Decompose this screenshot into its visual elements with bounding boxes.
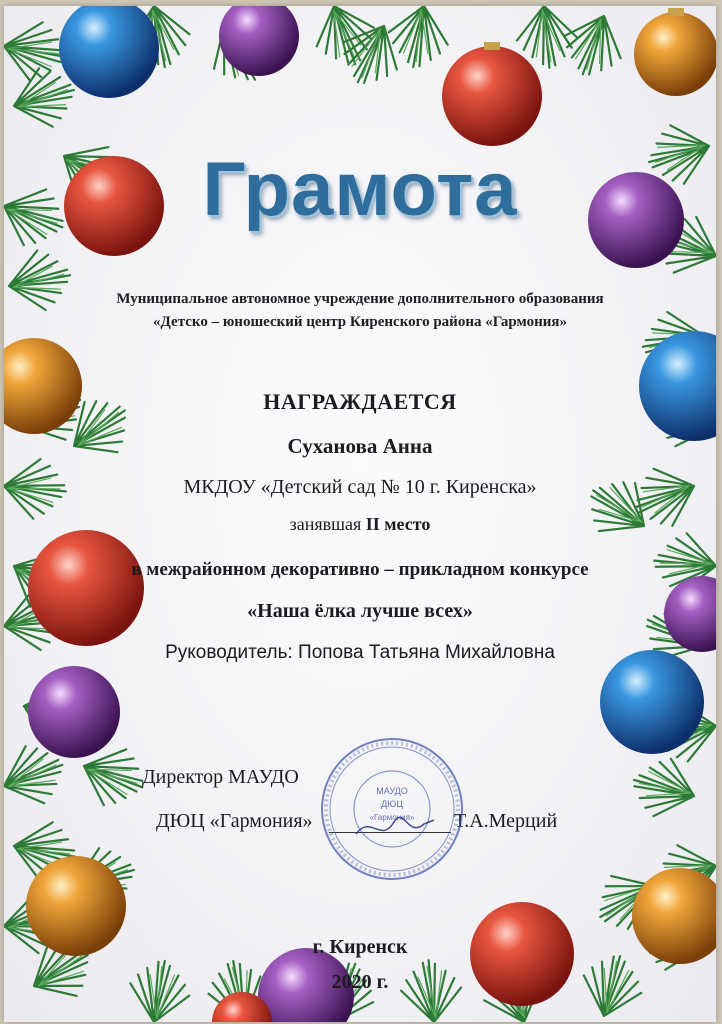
recipient-school: МКДОУ «Детский сад № 10 г. Киренска» bbox=[183, 476, 537, 498]
place-prefix: занявшая bbox=[289, 514, 362, 534]
stamp-text: ДЮЦ bbox=[381, 799, 403, 809]
city: г. Киренск bbox=[312, 936, 408, 958]
director-org: ДЮЦ «Гармония» bbox=[156, 810, 313, 832]
contest-name: «Наша ёлка лучше всех» bbox=[247, 600, 473, 622]
director-name: Т.А.Мерций bbox=[454, 810, 558, 832]
organization-line-1: Муниципальное автономное учреждение дополнительного образования bbox=[116, 291, 604, 307]
contest-line: в межрайонном декоративно – прикладном конкурсе bbox=[131, 559, 589, 580]
recipient-name: Суханова Анна bbox=[287, 434, 433, 458]
organization-line-2: «Детско – юношеский центр Киренского района «Гармония» bbox=[153, 314, 567, 330]
certificate-sheet bbox=[4, 6, 716, 1022]
certificate-content bbox=[4, 6, 716, 1022]
place-value: II место bbox=[365, 514, 431, 534]
awarded-heading: НАГРАЖДАЕТСЯ bbox=[263, 389, 457, 414]
year: 2020 г. bbox=[331, 971, 389, 993]
place-line bbox=[4, 514, 716, 535]
stamp-text: МАУДО bbox=[376, 786, 408, 796]
official-stamp-icon bbox=[316, 734, 468, 884]
certificate-title: Грамота bbox=[202, 147, 518, 232]
stamp-text: «Гармония» bbox=[369, 813, 415, 822]
leader-line: Руководитель: Попова Татьяна Михайловна bbox=[165, 642, 555, 663]
director-title: Директор МАУДО bbox=[142, 766, 299, 788]
